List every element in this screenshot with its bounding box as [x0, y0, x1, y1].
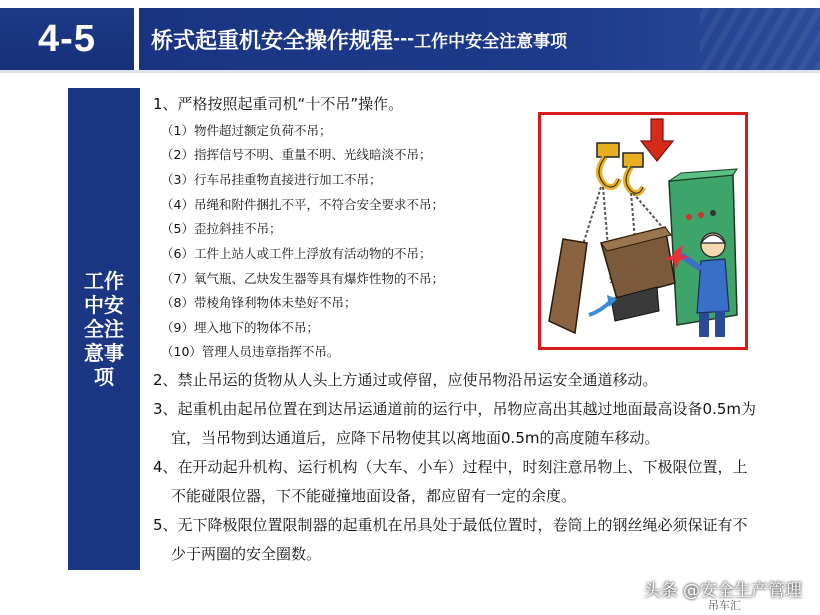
watermark-logo: 吊车汇	[708, 599, 741, 612]
item-4-line-1: 4、在开动起升机构、运行机构（大车、小车）过程中，时刻注意吊物上、下极限位置，上	[153, 458, 748, 476]
crane-hazard-image	[541, 115, 745, 347]
item-5-line-1: 5、无下降极限位置限制器的起重机在吊具处于最低位置时，卷筒上的钢丝绳必须保证有不	[153, 516, 748, 534]
sub-item-9: （9）埋入地下的物体不吊；	[161, 320, 319, 335]
crane-illustration	[538, 112, 748, 350]
sub-item-5: （5）歪拉斜挂不吊；	[161, 221, 282, 236]
header-divider	[0, 70, 820, 73]
sub-item-2: （2）指挥信号不明、重量不明、光线暗淡不吊；	[161, 147, 432, 162]
item-3-line-1: 3、起重机由起吊位置在到达吊运通道前的运行中，吊物应高出其越过地面最高设备0.5m为	[153, 400, 757, 418]
watermark: 头条 @安全生产管理	[643, 581, 802, 601]
page-title	[139, 8, 820, 70]
sub-item-7: （7）氧气瓶、乙炔发生器等具有爆炸性物的不吊；	[161, 271, 444, 286]
item-4-line-2: 不能碰限位器，下不能碰撞地面设备，都应留有一定的余度。	[171, 487, 577, 505]
sub-item-1: （1）物件超过额定负荷不吊；	[161, 123, 332, 138]
title-separator: ---	[393, 29, 415, 49]
header-decoration	[700, 8, 820, 70]
section-number: 4-5	[0, 8, 134, 70]
item-3-line-2: 宜，当吊物到达通道后，应降下吊物使其以离地面0.5m的高度随车移动。	[171, 429, 660, 447]
item-2: 2、禁止吊运的货物从人头上方通过或停留，应使吊物沿吊运安全通道移动。	[153, 371, 658, 389]
side-label-box	[68, 88, 140, 570]
sub-item-6: （6）工件上站人或工件上浮放有活动物的不吊；	[161, 246, 432, 261]
side-label-text: 工作中安全注意事项	[84, 269, 124, 389]
title-main: 桥式起重机安全操作规程	[151, 28, 394, 54]
sub-item-4: （4）吊绳和附件捆扎不平，不符合安全要求不吊；	[161, 197, 444, 212]
title-sub: 工作中安全注意事项	[414, 31, 568, 52]
sub-item-8: （8）带棱角锋利物体未垫好不吊；	[161, 295, 357, 310]
sub-item-3: （3）行车吊挂重物直接进行加工不吊；	[161, 172, 382, 187]
header-bar	[0, 8, 820, 70]
item-1: 1、严格按照起重司机“十不吊”操作。	[153, 95, 404, 113]
sub-item-10: （10）管理人员违章指挥不吊。	[161, 344, 340, 359]
item-5-line-2: 少于两圈的安全圈数。	[171, 545, 322, 563]
